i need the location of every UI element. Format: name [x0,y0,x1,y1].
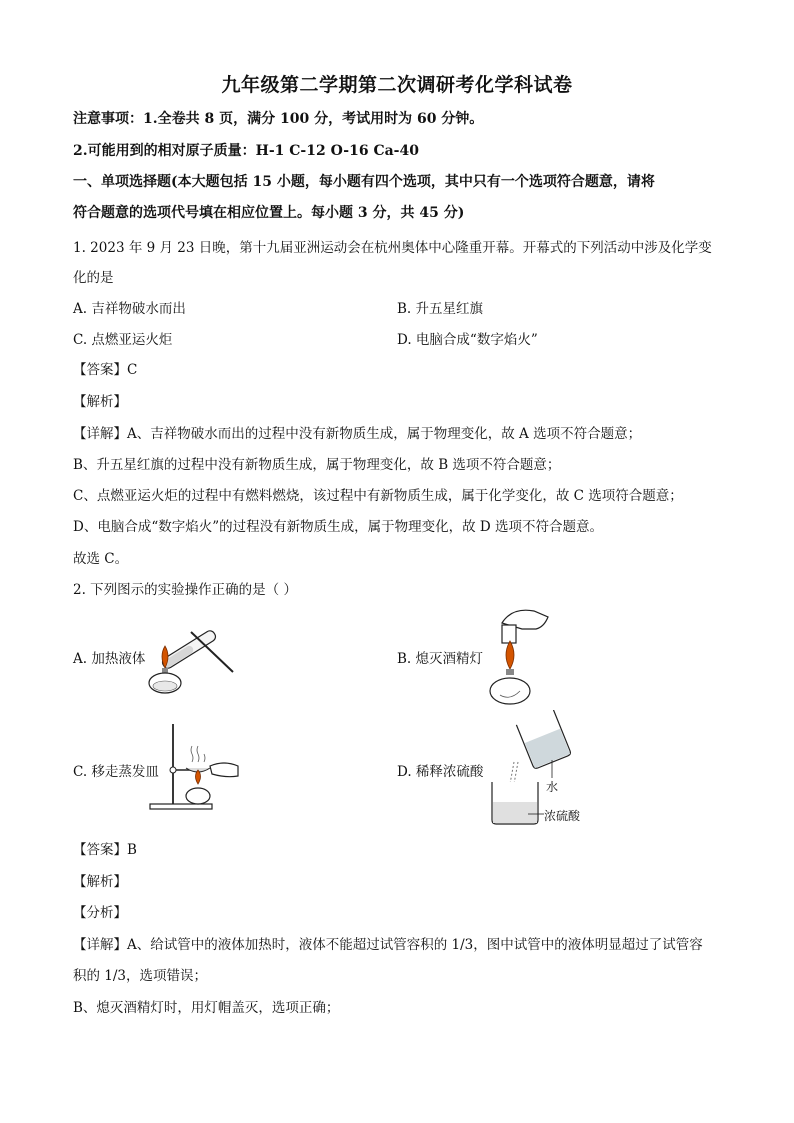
water-label: 水 [546,780,559,794]
q2-detail-line: 积的 1/3，选项错误； [73,968,208,984]
q1-option-b: B. 升五星红旗 [397,301,484,317]
q1-stem-line2: 化的是 [73,270,114,286]
notice-text: 注意事项：1.全卷共 8 页，满分 100 分，考试用时为 60 分钟。 [73,111,484,127]
atomic-mass-text: 2.可能用到的相对原子质量：H-1 C-12 O-16 Ca-40 [73,143,419,159]
section-heading-line1: 一、单项选择题(本大题包括 15 小题，每小题有四个选项，其中只有一个选项符合题意，请将 [73,174,655,190]
section-heading-line2: 符合题意的选项代号填在相应位置上。每小题 3 分，共 45 分) [73,205,465,221]
q1-detail-line: 【详解】A、吉祥物破水而出的过程中没有新物质生成，属于物理变化，故 A 选项不符合题意； [73,426,642,442]
moving-dish-figure [140,720,240,812]
dilute-acid-figure [488,710,598,828]
q1-detail-line: D、电脑合成“数字焰火”的过程没有新物质生成，属于物理变化，故 D 选项不符合题意。 [73,519,604,535]
q2-option-b: B. 熄灭酒精灯 [397,651,484,667]
q2-option-a: A. 加热液体 [73,651,146,667]
extinguish-lamp-figure [482,603,562,708]
q1-analysis-heading: 【解析】 [73,394,127,410]
q2-analysis-heading: 【解析】 [73,874,127,890]
q1-option-c: C. 点燃亚运火炬 [73,332,173,348]
page-title: 九年级第二学期第二次调研考化学科试卷 [221,74,573,96]
heating-liquid-figure [143,610,238,695]
q2-detail-line: B、熄灭酒精灯时，用灯帽盖灭，选项正确； [73,1000,340,1016]
q1-option-d: D. 电脑合成“数字焰火” [397,332,538,348]
q1-detail-line: B、升五星红旗的过程中没有新物质生成，属于物理变化，故 B 选项不符合题意； [73,457,561,473]
q2-fenxi-heading: 【分析】 [73,905,127,921]
q1-detail-line: 故选 C。 [73,551,129,567]
q2-option-c: C. 移走蒸发皿 [73,764,159,780]
q1-answer: 【答案】C [73,362,138,378]
q2-option-d: D. 稀释浓硫酸 [397,764,484,780]
q1-option-a: A. 吉祥物破水而出 [73,301,186,317]
q2-answer: 【答案】B [73,842,137,858]
q2-detail-line: 【详解】A、给试管中的液体加热时，液体不能超过试管容积的 1/3，图中试管中的液体明显超过了试管容 [73,937,703,953]
q1-stem-line1: 1. 2023 年 9 月 23 日晚，第十九届亚洲运动会在杭州奥体中心隆重开幕。开幕式的下列活动中涉及化学变 [73,240,712,256]
q1-detail-line: C、点燃亚运火炬的过程中有燃料燃烧，该过程中有新物质生成，属于化学变化，故 C 选项符合题意； [73,488,683,504]
acid-label: 浓硫酸 [544,809,581,823]
q2-stem: 2. 下列图示的实验操作正确的是（ ） [73,582,297,598]
